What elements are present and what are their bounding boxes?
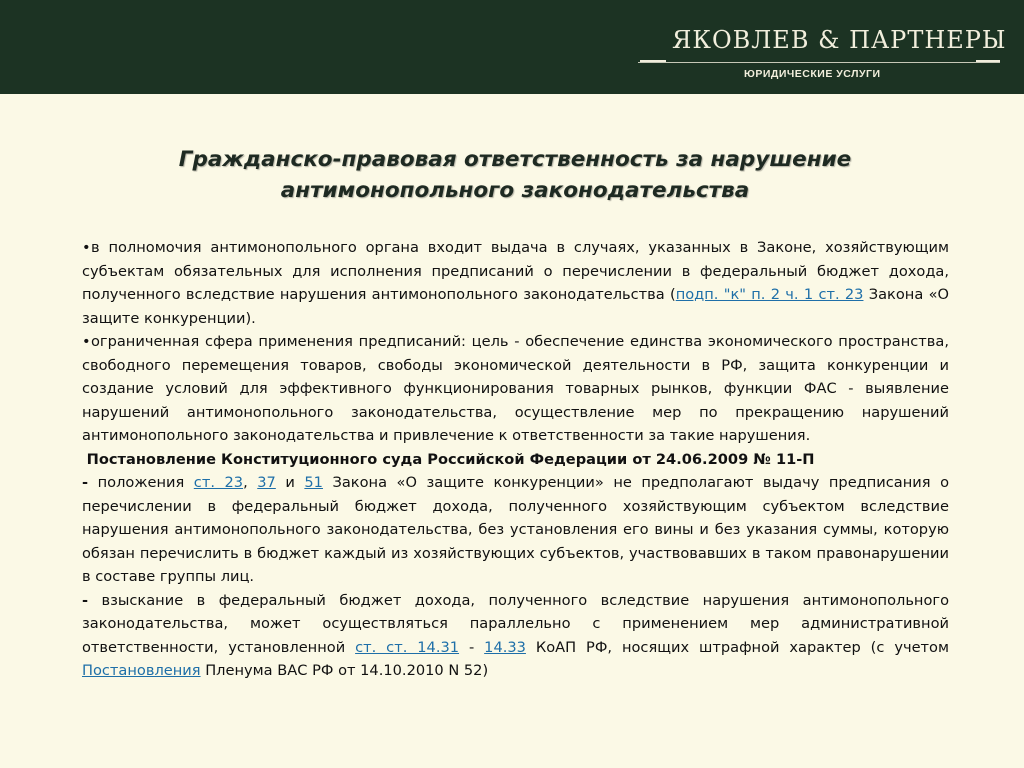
dash-paragraph-2 — [82, 589, 949, 683]
dash-marker: - — [82, 474, 89, 491]
p2-text: ограниченная сфера применения предписаний: цель - обеспечение единства экономического пространства, свободного перемещения товаров, свободы экономической деятельности в РФ, защита конкуренции и создание условий для эффективного функционирования товарных рынков, функции ФАС - выявление нарушений антимонопольного законодательства, осуществление мер по прекращению нарушений антимонопольного законодательства и привлечение к ответственности за такие нарушения. — [82, 333, 949, 444]
slide-body — [82, 236, 949, 683]
p5-text-b: КоАП РФ, носящих штрафной характер (с учетом — [525, 638, 949, 656]
p4-sep-1: , — [243, 474, 258, 491]
p5-text-c: Пленума ВАС РФ от 14.10.2010 N 52) — [200, 662, 489, 679]
p5-sep: - — [459, 638, 485, 656]
logo-underline — [638, 62, 1000, 63]
dash-marker: - — [82, 591, 89, 609]
plenum-resolution-link[interactable]: Постановления — [82, 662, 201, 679]
law-link-art-51[interactable]: 51 — [304, 474, 323, 491]
p1-text-b: Закона «О защите конкуренции). — [82, 286, 949, 327]
p1-text-a: в полномочия антимонопольного органа входит выдача в случаях, указанных в Законе, хозяйствующим субъектам обязательных для исполнения предписаний о перечислении в федеральный бюджет дохода, полученного вследствие нарушения антимонопольного законодательства ( — [82, 239, 949, 303]
header-bar — [0, 0, 1024, 94]
law-link-art-23[interactable]: подп. "к" п. 2 ч. 1 ст. 23 — [675, 286, 864, 303]
bullet-paragraph-1 — [82, 236, 949, 330]
logo-name: ЯКОВЛЕВ & ПАРТНЕРЫ — [672, 26, 1007, 54]
p4-text-a: положения — [88, 474, 194, 491]
title-line-1: Гражданско-правовая ответственность за нарушение — [178, 147, 852, 172]
bullet-icon: • — [82, 239, 91, 256]
dash-paragraph-1 — [82, 471, 949, 589]
bullet-icon: • — [82, 333, 91, 350]
law-link-art-23b[interactable]: ст. 23 — [193, 474, 244, 491]
company-logo — [638, 24, 1006, 84]
court-ruling-heading-text: Постановление Конституционного суда Российской Федерации от 24.06.2009 № 11-П — [86, 450, 815, 468]
law-link-art-37[interactable]: 37 — [257, 474, 276, 491]
slide-title — [100, 144, 930, 206]
koap-link-14-31[interactable]: ст. ст. 14.31 — [355, 638, 460, 656]
p4-sep-2: и — [275, 474, 305, 491]
koap-link-14-33[interactable]: 14.33 — [484, 638, 526, 656]
logo-subtitle: ЮРИДИЧЕСКИЕ УСЛУГИ — [744, 68, 881, 80]
title-line-2: антимонопольного законодательства — [280, 178, 750, 203]
court-ruling-heading — [82, 448, 949, 472]
bullet-paragraph-2 — [82, 330, 949, 448]
p4-text-b: Закона «О защите конкуренции» не предполагают выдачу предписания о перечислении в федеральный бюджет дохода, полученного хозяйствующим субъектом вследствие нарушения антимонопольного законодательства, без установления его вины и без указания суммы, которую обязан перечислить в бюджет каждый из хозяйствующих субъектов, участвовавших в таком правонарушении в составе группы лиц. — [82, 474, 950, 585]
p5-text-a: взыскание в федеральный бюджет дохода, полученного вследствие нарушения антимонопольного законодательства, может осуществляться параллельно с применением мер административной ответственности, установленной — [82, 591, 949, 656]
